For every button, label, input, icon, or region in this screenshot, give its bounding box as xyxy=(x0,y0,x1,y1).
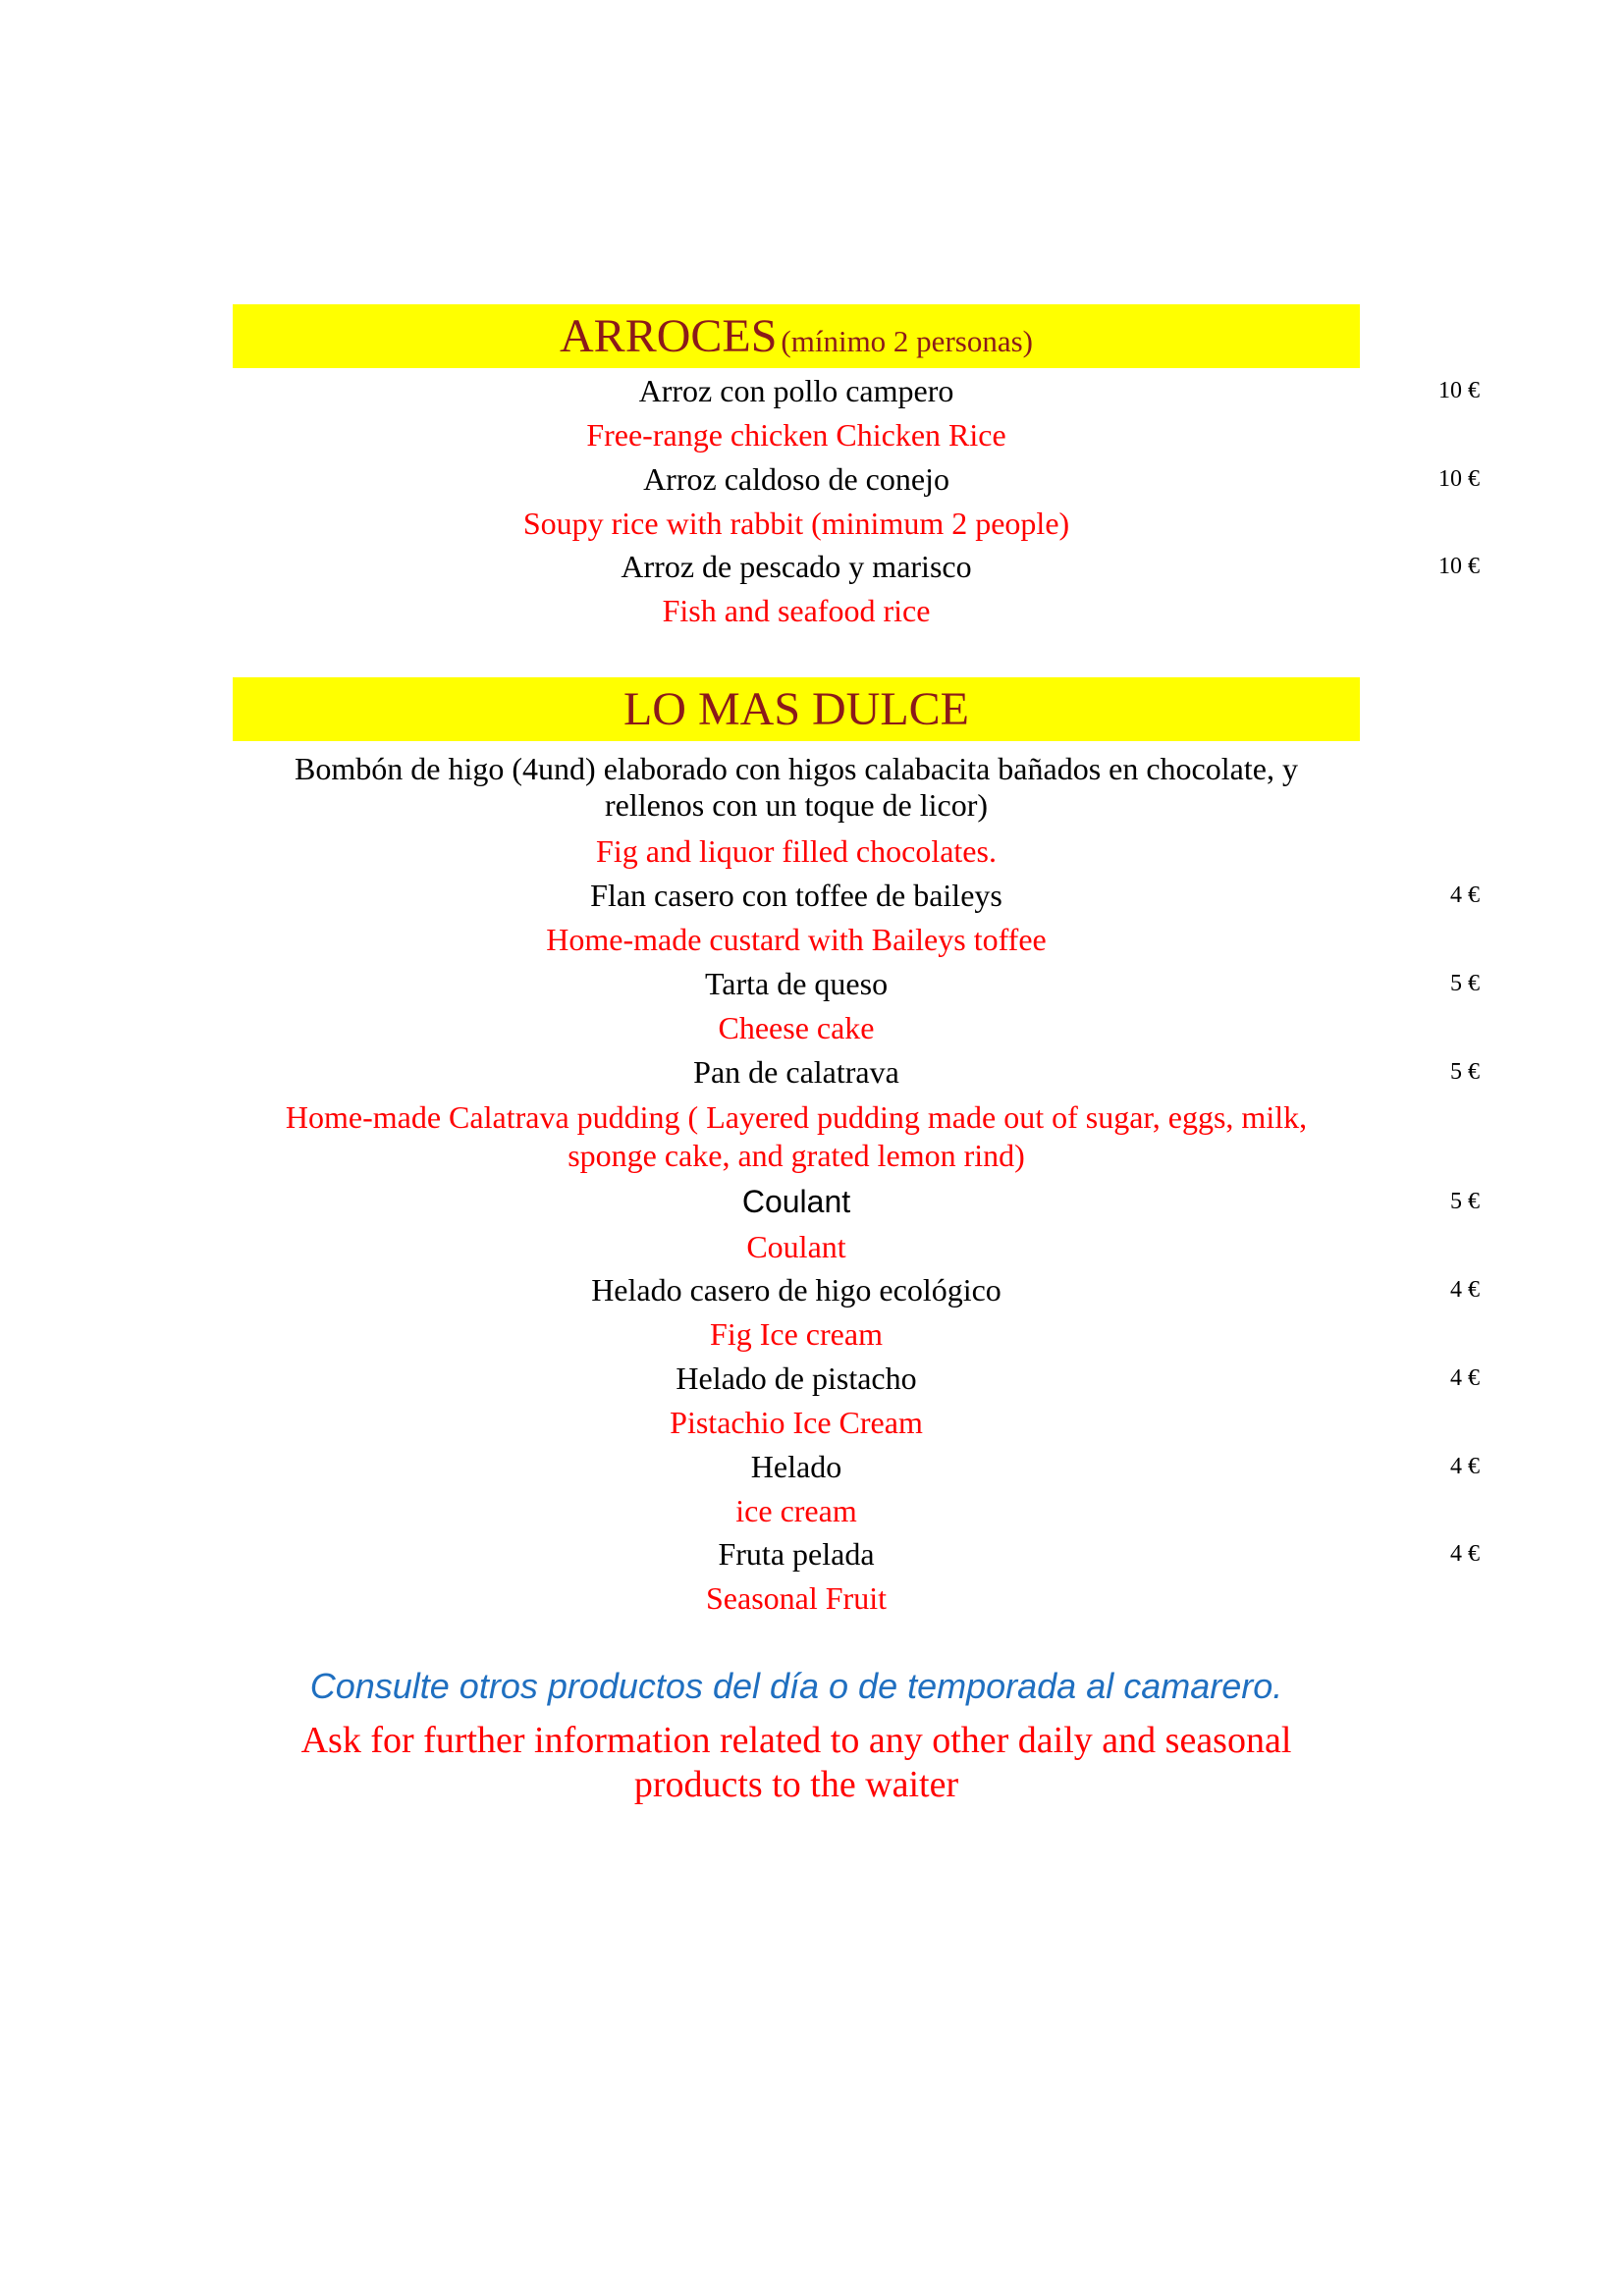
note-english: products to the waiter xyxy=(633,1764,959,1805)
menu-item-en: Soupy rice with rabbit (minimum 2 people) xyxy=(522,506,1070,541)
menu-item-price: 4 € xyxy=(1450,1277,1480,1303)
menu-item-price: 4 € xyxy=(1450,1365,1480,1391)
menu-item-es: Helado xyxy=(750,1449,842,1484)
menu-item-price: 4 € xyxy=(1450,1541,1480,1567)
menu-item-en: Cheese cake xyxy=(718,1010,875,1045)
menu-item-en: Seasonal Fruit xyxy=(706,1580,887,1616)
menu-item-en: sponge cake, and grated lemon rind) xyxy=(568,1138,1025,1173)
menu-item-es: Helado casero de higo ecológico xyxy=(591,1272,1001,1308)
menu-item-price: 4 € xyxy=(1450,1454,1480,1479)
menu-item-es: Bombón de higo (4und) elaborado con higos calabacita bañados en chocolate, y xyxy=(295,751,1298,786)
menu-item-es: Arroz de pescado y marisco xyxy=(621,549,972,584)
section-subtitle: (mínimo 2 personas) xyxy=(781,324,1033,358)
menu-item-es: Coulant xyxy=(741,1184,851,1219)
section-title: ARROCES xyxy=(560,310,778,362)
menu-item-en: Fig Ice cream xyxy=(710,1316,883,1352)
menu-item-es: rellenos con un toque de licor) xyxy=(604,787,989,823)
menu-item-price: 4 € xyxy=(1450,882,1480,908)
menu-item-es: Fruta pelada xyxy=(718,1536,875,1572)
menu-item-es: Tarta de queso xyxy=(704,966,889,1001)
note-english: Ask for further information related to any other daily and seasonal xyxy=(300,1720,1292,1761)
menu-item-en: Coulant xyxy=(746,1229,846,1264)
section-title: LO MAS DULCE xyxy=(622,683,969,735)
note-spanish: Consulte otros productos del día o de temporada al camarero. xyxy=(309,1666,1283,1706)
menu-item-en: Free-range chicken Chicken Rice xyxy=(586,417,1006,453)
menu-item-price: 5 € xyxy=(1450,1189,1480,1214)
menu-item-es: Pan de calatrava xyxy=(693,1054,899,1090)
menu-item-en: Home-made Calatrava pudding ( Layered pudding made out of sugar, eggs, milk, xyxy=(285,1099,1308,1135)
menu-item-es: Flan casero con toffee de baileys xyxy=(590,878,1002,913)
menu-item-en: Fish and seafood rice xyxy=(662,593,931,628)
menu-item-en: Home-made custard with Baileys toffee xyxy=(546,922,1047,957)
menu-item-price: 5 € xyxy=(1450,971,1480,996)
menu-item-price: 10 € xyxy=(1438,554,1480,579)
menu-item-price: 5 € xyxy=(1450,1059,1480,1085)
menu-item-en: Pistachio Ice Cream xyxy=(670,1405,923,1440)
menu-item-es: Helado de pistacho xyxy=(676,1361,917,1396)
menu-item-en: Fig and liquor filled chocolates. xyxy=(596,833,997,869)
menu-item-en: ice cream xyxy=(735,1493,857,1528)
menu-item-price: 10 € xyxy=(1438,378,1480,403)
section-header-dulce xyxy=(233,677,1360,741)
section-header-arroces xyxy=(233,304,1360,368)
menu-item-es: Arroz con pollo campero xyxy=(638,373,954,408)
menu-item-es: Arroz caldoso de conejo xyxy=(643,461,949,497)
menu-item-price: 10 € xyxy=(1438,466,1480,492)
